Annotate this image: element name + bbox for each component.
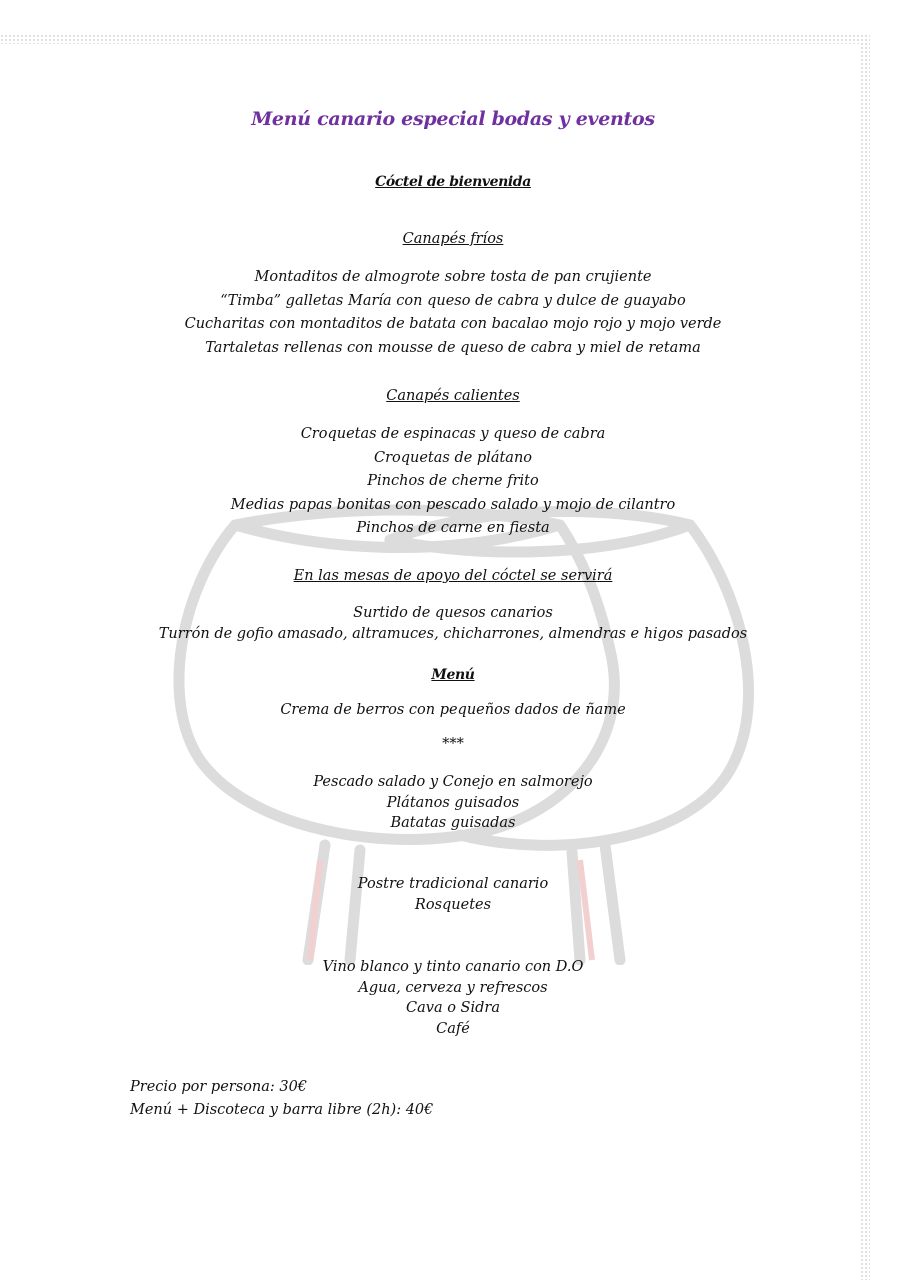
mains-list bbox=[0, 772, 906, 834]
list-item: Cucharitas con montaditos de batata con bacalao mojo rojo y mojo verde bbox=[184, 316, 722, 332]
price-with-disco: Menú + Discoteca y barra libre (2h): 40€ bbox=[130, 1102, 434, 1118]
canapes-frios-list bbox=[0, 266, 906, 360]
drinks-list bbox=[0, 957, 906, 1039]
list-item: Medias papas bonitas con pescado salado y mojo de cilantro bbox=[230, 496, 676, 513]
list-item: Turrón de gofio amasado, altramuces, chicharrones, almendras e higos pasados bbox=[158, 625, 748, 642]
list-item: Tartaletas rellenas con mousse de queso de cabra y miel de retama bbox=[205, 339, 701, 356]
list-item: Pinchos de cherne frito bbox=[367, 473, 539, 489]
menu-title: Menú canario especial bodas y eventos bbox=[251, 108, 655, 130]
starter: Crema de berros con pequeños dados de ñame bbox=[280, 702, 626, 718]
list-item: Batatas guisadas bbox=[390, 815, 516, 831]
list-item: Croquetas de plátano bbox=[373, 449, 533, 466]
list-item: Rosquetes bbox=[414, 896, 492, 913]
list-item: “Timba” galletas María con queso de cabra y dulce de guayabo bbox=[220, 292, 686, 309]
coctel-heading: Cóctel de bienvenida bbox=[375, 174, 531, 190]
list-item: Surtido de quesos canarios bbox=[353, 605, 553, 621]
menu-heading: Menú bbox=[431, 667, 475, 683]
list-item: Pinchos de carne en fiesta bbox=[356, 520, 550, 536]
price-per-person: Precio por persona: 30€ bbox=[130, 1079, 308, 1095]
dessert-list bbox=[0, 874, 906, 915]
list-item: Agua, cerveza y refrescos bbox=[358, 979, 548, 996]
separator: *** bbox=[442, 736, 464, 752]
mesas-apoyo-list bbox=[0, 603, 906, 644]
price-list bbox=[130, 1076, 433, 1122]
dotted-border-top bbox=[0, 34, 870, 44]
list-item: Croquetas de espinacas y queso de cabra bbox=[300, 426, 606, 442]
list-item: Montaditos de almogrote sobre tosta de pan crujiente bbox=[254, 269, 652, 285]
mesas-apoyo-heading: En las mesas de apoyo del cóctel se servirá bbox=[293, 568, 613, 584]
canapes-calientes-heading: Canapés calientes bbox=[386, 388, 520, 404]
list-item: Pescado salado y Conejo en salmorejo bbox=[313, 774, 593, 790]
dotted-border-right bbox=[860, 34, 870, 1280]
list-item: Cava o Sidra bbox=[406, 1000, 500, 1016]
list-item: Vino blanco y tinto canario con D.O bbox=[322, 959, 584, 975]
canapes-calientes-list bbox=[0, 423, 906, 541]
list-item: Plátanos guisados bbox=[386, 794, 520, 811]
list-item: Postre tradicional canario bbox=[357, 876, 549, 892]
canapes-frios-heading: Canapés fríos bbox=[402, 231, 504, 247]
list-item: Café bbox=[436, 1020, 470, 1037]
